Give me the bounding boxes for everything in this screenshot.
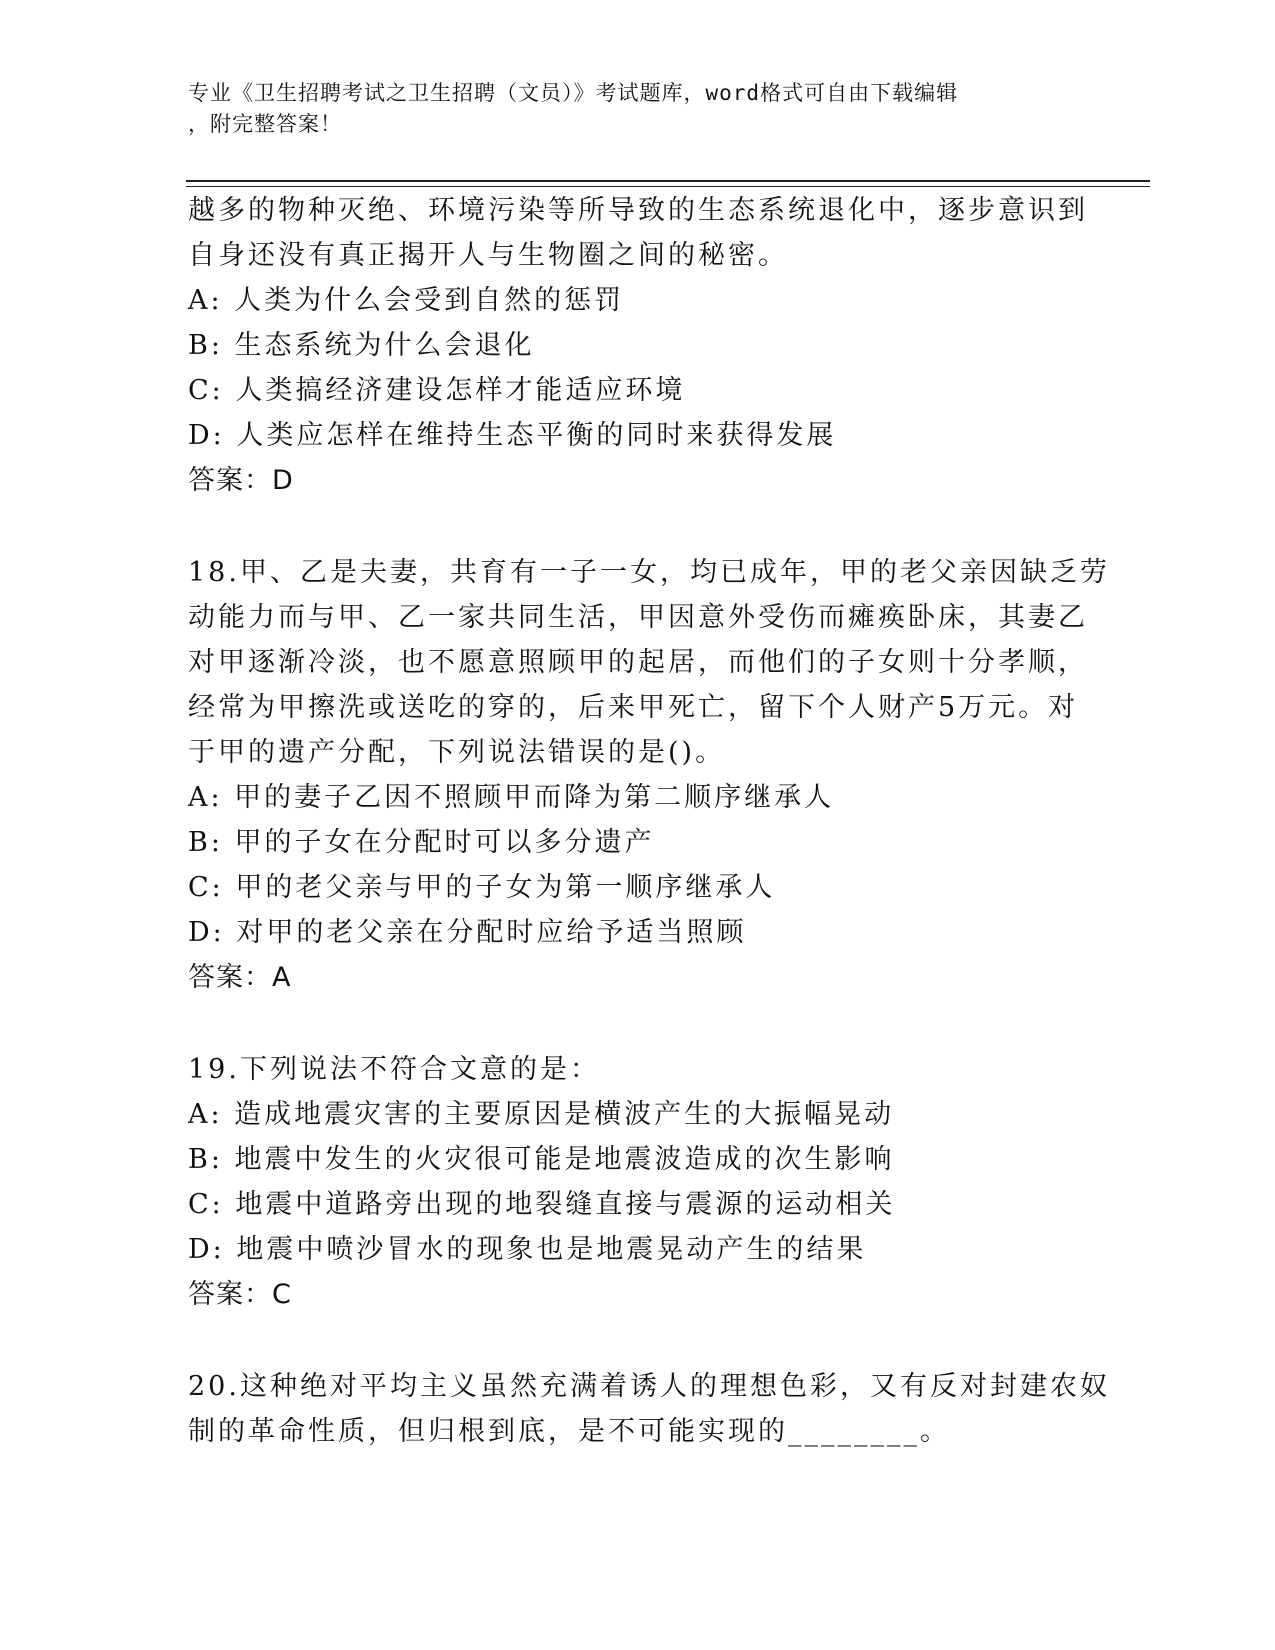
question-text-line: 自身还没有真正揭开人与生物圈之间的秘密。: [188, 240, 788, 271]
question-text-line: 18.甲、乙是夫妻，共育有一子一女，均已成年，甲的老父亲因缺乏劳: [188, 557, 1110, 588]
question-text-line: 20.这种绝对平均主义虽然充满着诱人的理想色彩，又有反对封建农奴: [188, 1371, 1110, 1402]
answer-line: 答案：D: [188, 465, 294, 496]
document-body: [188, 188, 1110, 1454]
option-a: A: 人类为什么会受到自然的惩罚: [188, 285, 625, 316]
option-b: B: 地震中发生的火灾很可能是地震波造成的次生影响: [188, 1144, 895, 1175]
option-b: B: 甲的子女在分配时可以多分遗产: [188, 827, 655, 858]
question-text-line: 制的革命性质，但归根到底，是不可能实现的________。: [188, 1416, 950, 1447]
question-text-line: 对甲逐渐冷淡，也不愿意照顾甲的起居，而他们的子女则十分孝顺，: [188, 647, 1088, 678]
question-19: [188, 1047, 1088, 1317]
header-divider-thin: [186, 186, 1150, 187]
question-text-line: 19.下列说法不符合文意的是：: [188, 1054, 600, 1085]
option-d: D: 人类应怎样在维持生态平衡的同时来获得发展: [188, 420, 837, 451]
option-a: A: 甲的妻子乙因不照顾甲而降为第二顺序继承人: [188, 782, 835, 813]
option-c: C: 甲的老父亲与甲的子女为第一顺序继承人: [188, 872, 776, 903]
option-a: A: 造成地震灾害的主要原因是横波产生的大振幅晃动: [188, 1099, 895, 1130]
header-line-1: 专业《卫生招聘考试之卫生招聘（文员）》考试题库，word格式可自由下载编辑: [188, 81, 959, 105]
question-gap: [188, 503, 1088, 550]
answer-line: 答案：C: [188, 1279, 292, 1310]
question-text-line: 经常为甲擦洗或送吃的穿的，后来甲死亡，留下个人财产5万元。对: [188, 692, 1079, 723]
question-gap: [188, 1317, 1088, 1364]
question-text-line: 越多的物种灭绝、环境污染等所导致的生态系统退化中，逐步意识到: [188, 195, 1088, 226]
document-header: [188, 78, 1068, 140]
option-c: C: 地震中道路旁出现的地裂缝直接与震源的运动相关: [188, 1189, 896, 1220]
question-gap: [188, 1000, 1088, 1047]
question-18: [188, 550, 1110, 1000]
question-20: [188, 1364, 1110, 1454]
header-divider-thick: [186, 180, 1150, 182]
question-text-line: 于甲的遗产分配，下列说法错误的是()。: [188, 737, 726, 768]
option-d: D: 对甲的老父亲在分配时应给予适当照顾: [188, 917, 747, 948]
header-line-2: ，附完整答案！: [188, 112, 342, 136]
option-c: C: 人类搞经济建设怎样才能适应环境: [188, 375, 686, 406]
question-text-line: 动能力而与甲、乙一家共同生活，甲因意外受伤而瘫痪卧床，其妻乙: [188, 602, 1088, 633]
question-17: [188, 188, 1088, 503]
answer-line: 答案：A: [188, 962, 292, 993]
option-d: D: 地震中喷沙冒水的现象也是地震晃动产生的结果: [188, 1234, 867, 1265]
option-b: B: 生态系统为什么会退化: [188, 330, 535, 361]
